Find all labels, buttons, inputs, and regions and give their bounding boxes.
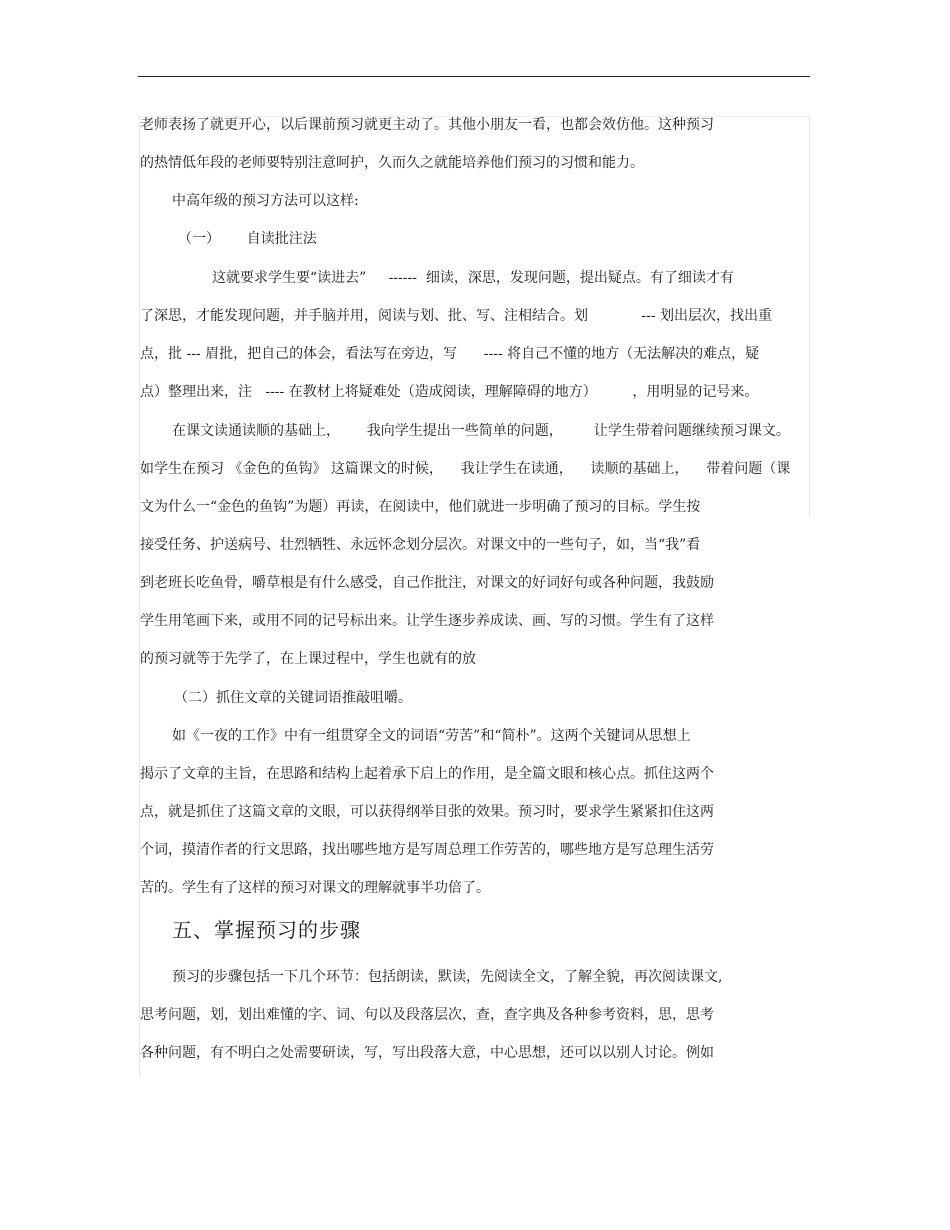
page-frame-right	[809, 116, 810, 516]
text-line: 这就要求学生要“读进去” ------ 细读，深思，发现问题，提出疑点。有了细读才有	[212, 270, 734, 286]
text-line: 预习的步骤包括一下几个环节：包括朗读，默读，先阅读全文，了解全貌，再次阅读课文,	[172, 969, 723, 985]
text-line: 点）整理出来，注 ---- 在教材上将疑难处（造成阅读，理解障碍的地方） ，用明显的记号来。	[140, 384, 759, 400]
text-line: 接受任务、护送病号、壮烈牺牲、永远怀念划分层次。对课文中的一些句子，如，当“我”看	[140, 537, 701, 553]
subheading-self-reading: （一） 自读批注法	[178, 231, 317, 247]
text-line: 在课文读通读顺的基础上， 我向学生提出一些简单的问题， 让学生带着问题继续预习课文。	[172, 423, 790, 439]
text-line: 文为什么一“金色的鱼钩”为题）再读，在阅读中，他们就进一步明确了预习的目标。学生按	[140, 499, 701, 515]
text-line: 思考问题，划，划出难懂的字、词、句以及段落层次，查，查字典及各种参考资料，思，思考	[140, 1007, 714, 1023]
text-line: 点，批 --- 眉批，把自己的体会，看法写在旁边，写 ---- 将自己不懂的地方（无法解决的难点，疑	[140, 346, 760, 362]
page-frame-left	[139, 116, 140, 1078]
text-line: 个词，摸清作者的行文思路，找出哪些地方是写周总理工作劳苦的，哪些地方是写总理生活劳	[140, 842, 714, 858]
text-line: 如《一夜的工作》中有一组贯穿全文的词语“劳苦”和“简朴”。这两个关键词从思想上	[172, 728, 691, 744]
text-line: 老师表扬了就更开心，以后课前预习就更主动了。其他小朋友一看，也都会效仿他。这种预习	[140, 117, 714, 133]
text-line: 揭示了文章的主旨，在思路和结构上起着承下启上的作用，是全篇文眼和核心点。抓住这两个	[140, 766, 714, 782]
text-line: 的热情低年段的老师要特别注意呵护，久而久之就能培养他们预习的习惯和能力。	[140, 155, 644, 171]
text-line: 各种问题，有不明白之处需要研读，写，写出段落大意，中心思想，还可以以别人讨论。例如	[140, 1045, 714, 1061]
text-line: 了深思，才能发现问题，并手脑并用，阅读与划、批、写、注相结合。划 --- 划出层次，找出重	[140, 308, 773, 324]
text-line: 到老班长吃鱼骨，嚼草根是有什么感受，自己作批注，对课文的好词好句或各种问题，我鼓励	[140, 575, 714, 591]
text-line: 的预习就等于先学了，在上课过程中，学生也就有的放	[140, 651, 476, 667]
text-line: 如学生在预习 《金色的鱼钩》 这篇课文的时候， 我让学生在读通， 读顺的基础上， 带着问题（课	[140, 461, 791, 477]
subheading-keywords: （二）抓住文章的关键词语推敲咀嚼。	[174, 690, 412, 706]
text-line: 苦的。学生有了这样的预习对课文的理解就事半功倍了。	[140, 880, 490, 896]
section-heading: 五、掌握预习的步骤	[172, 918, 361, 942]
text-line: 中高年级的预习方法可以这样:	[172, 193, 359, 209]
header-rule	[138, 76, 810, 77]
text-line: 学生用笔画下来，或用不同的记号标出来。让学生逐步养成读、画、写的习惯。学生有了这样	[140, 613, 714, 629]
text-line: 点，就是抓住了这篇文章的文眼，可以获得纲举目张的效果。预习时，要求学生紧紧扣住这两	[140, 804, 714, 820]
